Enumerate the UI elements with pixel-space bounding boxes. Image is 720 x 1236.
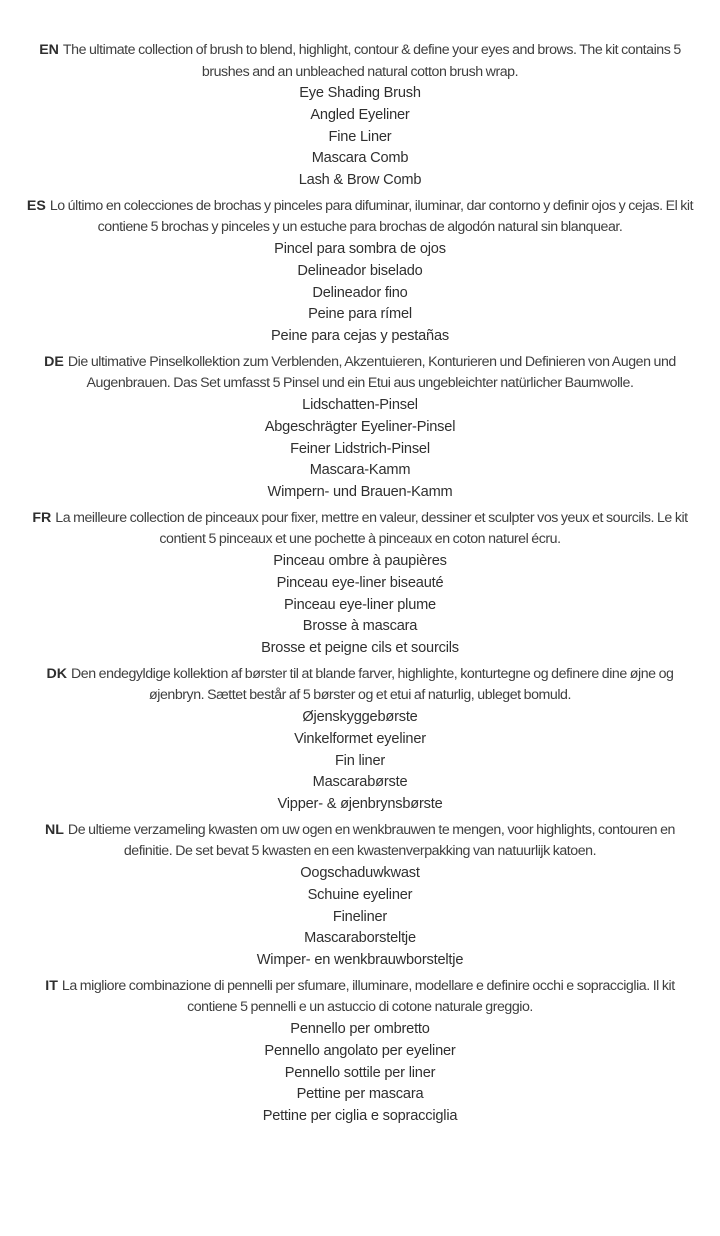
language-code: ES — [26, 197, 46, 214]
section-en — [22, 40, 698, 192]
list-item: Fin liner — [334, 752, 386, 769]
language-code: DE — [44, 353, 64, 370]
intro-text: The ultimate collection of brush to blend, highlight, contour & define your eyes and brows. The kit contains 5 brushes and an unbleached natural cotton brush wrap. — [62, 42, 681, 80]
list-item: Vinkelformet eyeliner — [294, 730, 426, 747]
intro-text: Lo último en colecciones de brochas y pinceles para difuminar, iluminar, dar contorno y definir ojos y cejas. El kit contiene 5 brochas y pinceles y un estuche para brochas de algodón natural sin blanquear. — [49, 197, 694, 236]
list-item: Oogschaduwkwast — [300, 864, 420, 881]
list-item: Delineador fino — [312, 284, 408, 301]
list-item: Mascarabørste — [312, 774, 408, 791]
list-item: Vipper- & øjenbrynsbørste — [277, 796, 443, 813]
brush-list — [22, 863, 698, 972]
intro-text: La meilleure collection de pinceaux pour fixer, mettre en valeur, dessiner et sculpter vos yeux et sourcils. Le kit contient 5 pinceaux et une pochette à pinceaux en coton naturel écru. — [55, 509, 688, 548]
list-item: Mascara Comb — [311, 150, 409, 167]
list-item: Pincel para sombra de ojos — [274, 240, 446, 257]
section-dk — [22, 664, 698, 816]
list-item: Øjenskyggebørste — [302, 708, 418, 725]
list-item: Angled Eyeliner — [310, 106, 410, 123]
list-item: Delineador biselado — [297, 262, 423, 279]
brush-list — [22, 395, 698, 504]
section-intro — [22, 40, 698, 83]
brush-list — [22, 1019, 698, 1128]
list-item: Feiner Lidstrich-Pinsel — [290, 440, 430, 457]
section-nl — [22, 820, 698, 972]
list-item: Peine para cejas y pestañas — [271, 328, 449, 345]
section-intro — [22, 352, 698, 395]
section-intro — [22, 508, 698, 551]
list-item: Pinceau eye-liner plume — [284, 596, 436, 613]
list-item: Brosse à mascara — [302, 618, 418, 635]
language-code: IT — [45, 977, 58, 994]
list-item: Mascara-Kamm — [309, 462, 411, 479]
brush-list — [22, 83, 698, 192]
list-item: Brosse et peigne cils et sourcils — [261, 640, 459, 657]
brush-list — [22, 551, 698, 660]
list-item: Fineliner — [332, 908, 388, 925]
list-item: Wimper- en wenkbrauwborsteltje — [256, 952, 464, 969]
list-item: Wimpern- und Brauen-Kamm — [267, 484, 453, 501]
section-intro — [22, 820, 698, 863]
list-item: Pettine per ciglia e sopracciglia — [262, 1108, 458, 1125]
list-item: Pinceau eye-liner biseauté — [276, 574, 444, 591]
list-item: Abgeschrägter Eyeliner-Pinsel — [264, 418, 456, 435]
language-code: EN — [39, 42, 59, 58]
list-item: Schuine eyeliner — [307, 886, 413, 903]
section-es — [22, 196, 698, 348]
intro-text: Den endegyldige kollektion af børster til at blande farver, highlighte, konturtegne og definere dine øjne og øjenbryn. Sættet består af 5 børster og et etui af naturlig, ubleget bomuld. — [71, 665, 674, 704]
brush-list — [22, 239, 698, 348]
language-code: FR — [32, 509, 52, 526]
list-item: Pennello sottile per liner — [284, 1064, 436, 1081]
section-intro — [22, 196, 698, 239]
list-item: Pettine per mascara — [296, 1086, 424, 1103]
intro-text: Die ultimative Pinselkollektion zum Verblenden, Akzentuieren, Konturieren und Definieren von Augen und Augenbrauen. Das Set umfasst 5 Pinsel und ein Etui aus ungebleichter natürlicher Baumwolle. — [67, 353, 676, 392]
list-item: Pinceau ombre à paupières — [273, 552, 447, 569]
list-item: Mascaraborsteltje — [304, 930, 416, 947]
section-de — [22, 352, 698, 504]
language-code: DK — [46, 665, 68, 682]
section-intro — [22, 976, 698, 1019]
intro-text: De ultieme verzameling kwasten om uw ogen en wenkbrauwen te mengen, voor highlights, contouren en definitie. De set bevat 5 kwasten en een kwastenverpakking van natuurlijk katoen. — [67, 821, 675, 860]
list-item: Eye Shading Brush — [299, 85, 421, 101]
list-item: Lash & Brow Comb — [298, 172, 422, 189]
list-item: Pennello per ombretto — [290, 1020, 430, 1037]
list-item: Peine para rímel — [308, 306, 412, 323]
brush-list — [22, 707, 698, 816]
intro-text: La migliore combinazione di pennelli per sfumare, illuminare, modellare e definire occhi e sopracciglia. Il kit contiene 5 pennelli e un astuccio di cotone naturale greggio. — [61, 977, 675, 1016]
section-it — [22, 976, 698, 1128]
section-fr — [22, 508, 698, 660]
language-code: NL — [44, 821, 64, 838]
list-item: Lidschatten-Pinsel — [302, 396, 418, 413]
list-item: Pennello angolato per eyeliner — [264, 1042, 456, 1059]
list-item: Fine Liner — [328, 128, 392, 145]
section-intro — [22, 664, 698, 707]
